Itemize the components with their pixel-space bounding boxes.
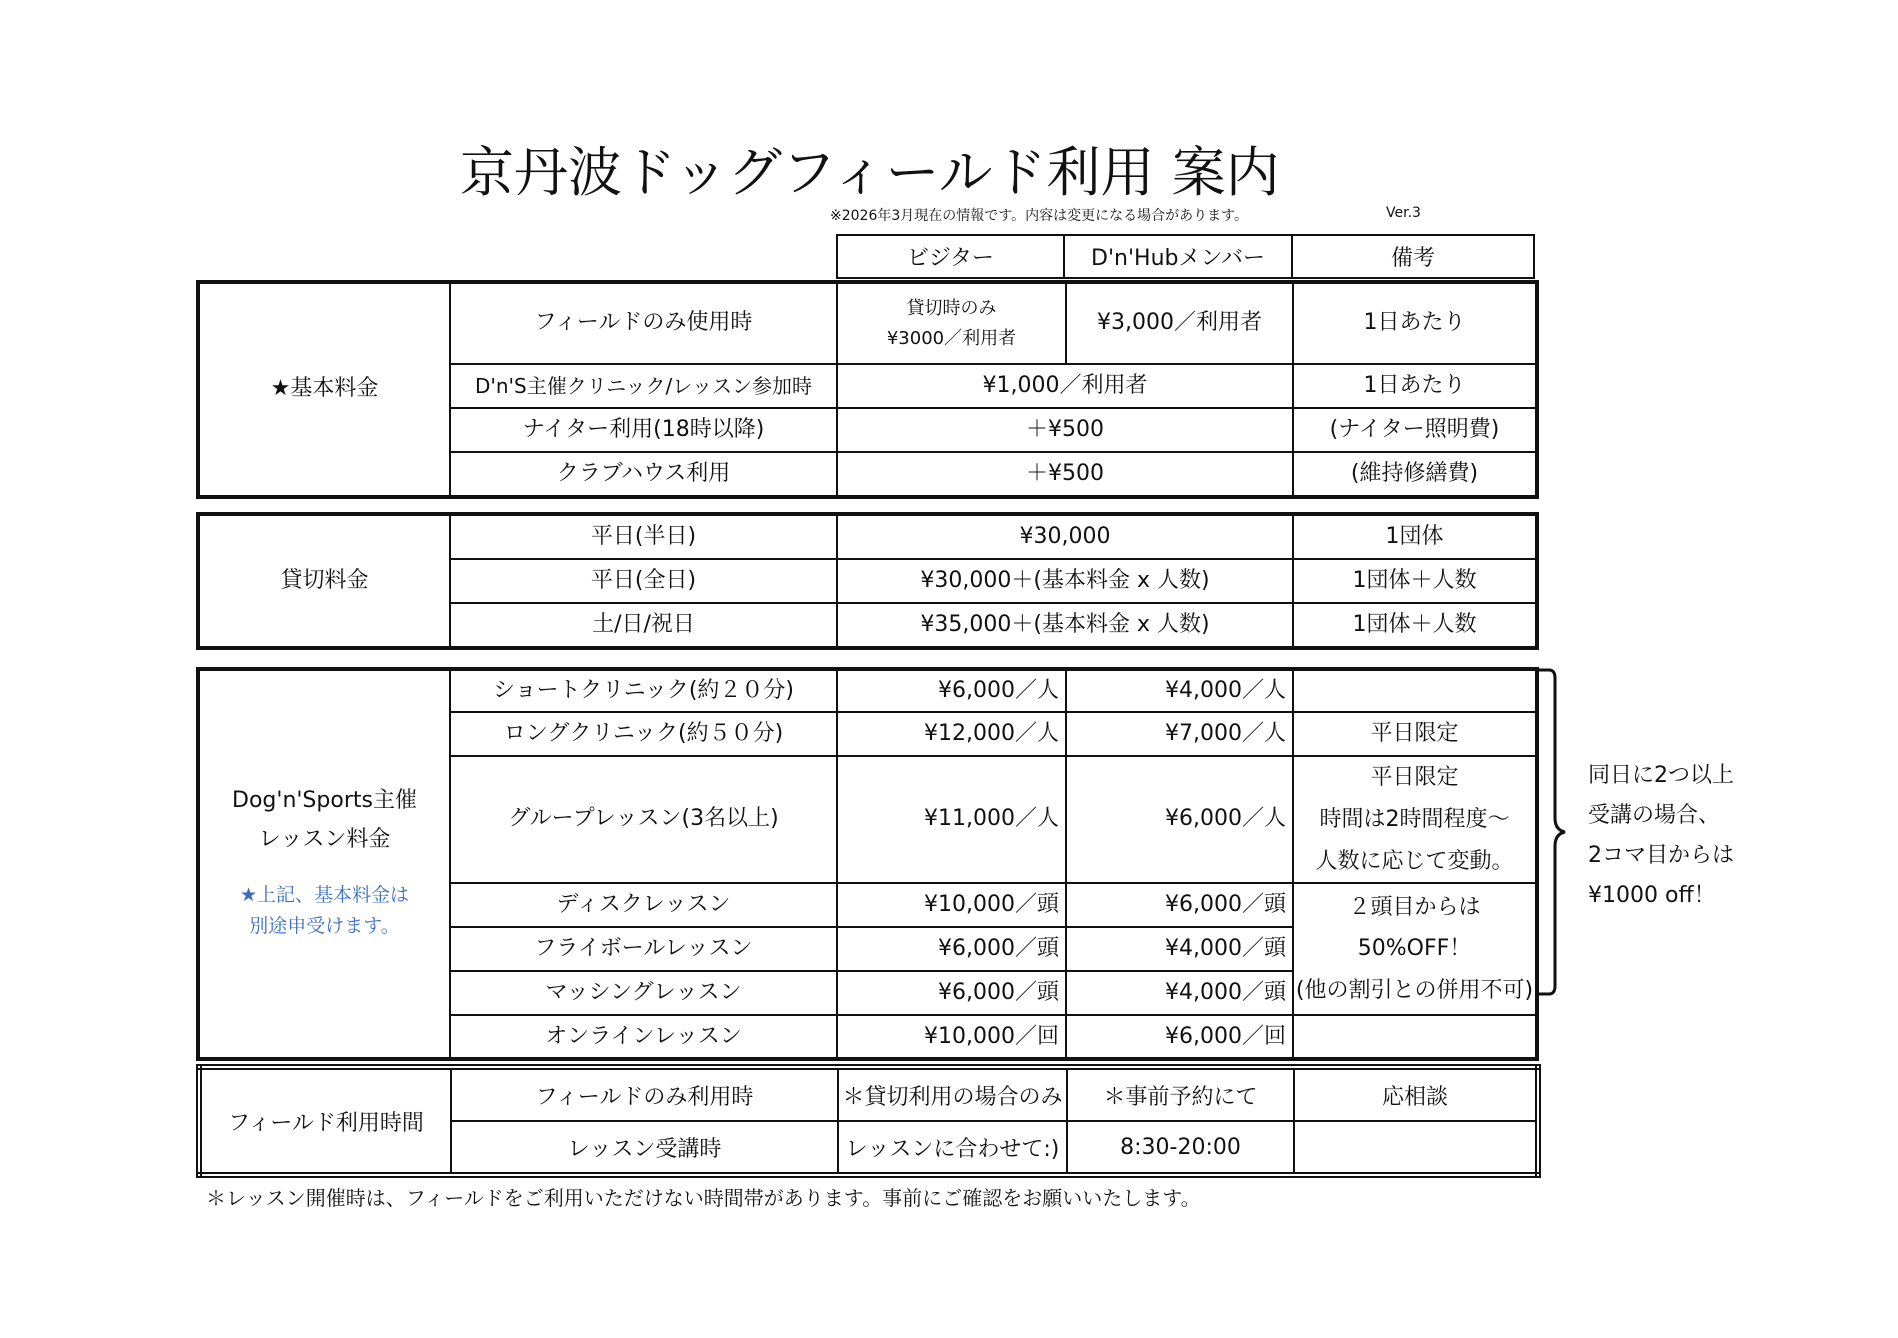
member-price: ¥6,000／頭	[1066, 883, 1293, 927]
lesson-note-line2: 別途申受けます。	[249, 914, 400, 937]
field-hours-label: フィールド利用時間	[199, 1067, 451, 1175]
remark: 1日あたり	[1293, 282, 1537, 364]
visitor-price: ¥10,000／回	[837, 1015, 1066, 1059]
member-price: ¥6,000／人	[1066, 756, 1293, 883]
remark-line: 人数に応じて変動。	[1315, 848, 1514, 874]
remark: 1団体＋人数	[1293, 559, 1537, 603]
info-date-note: ※2026年3月現在の情報です。内容は変更になる場合があります。	[830, 208, 1249, 224]
row-name: マッシングレッスン	[450, 971, 837, 1015]
member-price: ¥6,000／回	[1066, 1015, 1293, 1059]
lesson-label-line2: レッスン料金	[258, 826, 391, 852]
header-remarks: 備考	[1291, 234, 1535, 279]
lesson-note-line1: ★上記、基本料金は	[239, 884, 410, 907]
price: ¥35,000＋(基本料金 x 人数)	[837, 603, 1293, 648]
table-row	[198, 514, 1537, 559]
header-visitor: ビジター	[836, 234, 1065, 279]
row-name: 平日(全日)	[450, 559, 837, 603]
remark	[1293, 883, 1537, 1015]
table-row	[198, 669, 1537, 712]
remark: 1日あたり	[1293, 364, 1537, 408]
member-price: ¥7,000／人	[1066, 712, 1293, 756]
remark	[1293, 669, 1537, 712]
visitor-price: ¥10,000／頭	[837, 883, 1066, 927]
remark: (ナイター照明費)	[1293, 408, 1537, 452]
row-name: D'n'S主催クリニック/レッスン参加時	[450, 364, 837, 408]
basic-fee-table	[196, 280, 1539, 499]
row-name: クラブハウス利用	[450, 452, 837, 497]
visitor-price: ¥6,000／頭	[837, 971, 1066, 1015]
field-hours-table	[196, 1064, 1541, 1178]
visitor-note: 貸切時のみ	[906, 298, 997, 320]
visitor-hours: ＊貸切利用の場合のみ	[838, 1067, 1067, 1121]
right-brace-icon	[1535, 668, 1575, 996]
row-name: オンラインレッスン	[450, 1015, 837, 1059]
member-price: ¥3,000／利用者	[1066, 282, 1293, 364]
table-row	[198, 282, 1537, 364]
visitor-price: ¥6,000／頭	[837, 927, 1066, 971]
remark	[1293, 756, 1537, 883]
lesson-label-line1: Dog'n'Sports主催	[232, 788, 417, 814]
row-name: フィールドのみ利用時	[451, 1067, 838, 1121]
side-note-line: 受講の場合、	[1588, 803, 1721, 828]
multi-lesson-discount-note	[1588, 756, 1734, 916]
row-name: 平日(半日)	[450, 514, 837, 559]
row-name: フィールドのみ使用時	[450, 282, 837, 364]
side-note-line: 同日に2つ以上	[1588, 763, 1734, 788]
price: ¥1,000／利用者	[837, 364, 1293, 408]
remark: 応相談	[1294, 1067, 1538, 1121]
remark: 1団体＋人数	[1293, 603, 1537, 648]
visitor-price	[837, 282, 1066, 364]
charter-fee-label: 貸切料金	[198, 514, 450, 648]
row-name: レッスン受講時	[451, 1121, 838, 1175]
table-row	[199, 1067, 1538, 1121]
visitor-price: ¥11,000／人	[837, 756, 1066, 883]
price: ＋¥500	[837, 452, 1293, 497]
row-name: フライボールレッスン	[450, 927, 837, 971]
lesson-fee-label	[198, 669, 450, 1059]
version-label: Ver.3	[1386, 205, 1421, 221]
member-hours: ＊事前予約にて	[1067, 1067, 1294, 1121]
remark: 1団体	[1293, 514, 1537, 559]
visitor-price: ¥12,000／人	[837, 712, 1066, 756]
price: ¥30,000＋(基本料金 x 人数)	[837, 559, 1293, 603]
row-name: グループレッスン(3名以上)	[450, 756, 837, 883]
remark: (維持修繕費)	[1293, 452, 1537, 497]
charter-fee-table	[196, 512, 1539, 650]
price: ¥30,000	[837, 514, 1293, 559]
member-price: ¥4,000／人	[1066, 669, 1293, 712]
side-note-line: 2コマ目からは	[1588, 843, 1734, 868]
row-name: ロングクリニック(約５０分)	[450, 712, 837, 756]
row-name: ショートクリニック(約２０分)	[450, 669, 837, 712]
remark	[1294, 1121, 1538, 1175]
remark-line: ２頭目からは50%OFF！	[1348, 894, 1481, 962]
basic-fee-label: ★基本料金	[198, 282, 450, 497]
visitor-hours: レッスンに合わせて:)	[838, 1121, 1067, 1175]
row-name: ディスクレッスン	[450, 883, 837, 927]
page-title: 京丹波ドッグフィールド利用 案内	[460, 141, 1280, 204]
price: ＋¥500	[837, 408, 1293, 452]
member-price: ¥4,000／頭	[1066, 971, 1293, 1015]
side-note-line: ¥1000 off！	[1588, 883, 1716, 908]
visitor-price: ¥6,000／人	[837, 669, 1066, 712]
header-member: D'n'Hubメンバー	[1063, 234, 1293, 279]
lesson-fee-table	[196, 667, 1539, 1061]
visitor-price-value: ¥3000／利用者	[886, 327, 1017, 349]
remark-line: (他の割引との併用不可)	[1295, 978, 1534, 1004]
lesson-note	[200, 880, 449, 941]
member-price: ¥4,000／頭	[1066, 927, 1293, 971]
footnote: ＊レッスン開催時は、フィールドをご利用いただけない時間帯があります。事前にご確認をお願いいたします。	[206, 1186, 1201, 1210]
row-name: ナイター利用(18時以降)	[450, 408, 837, 452]
remark	[1293, 1015, 1537, 1059]
member-hours: 8:30-20:00	[1067, 1121, 1294, 1175]
remark-line: 平日限定	[1370, 765, 1459, 790]
row-name: 土/日/祝日	[450, 603, 837, 648]
remark: 平日限定	[1293, 712, 1537, 756]
remark-line: 時間は2時間程度～	[1319, 806, 1510, 832]
